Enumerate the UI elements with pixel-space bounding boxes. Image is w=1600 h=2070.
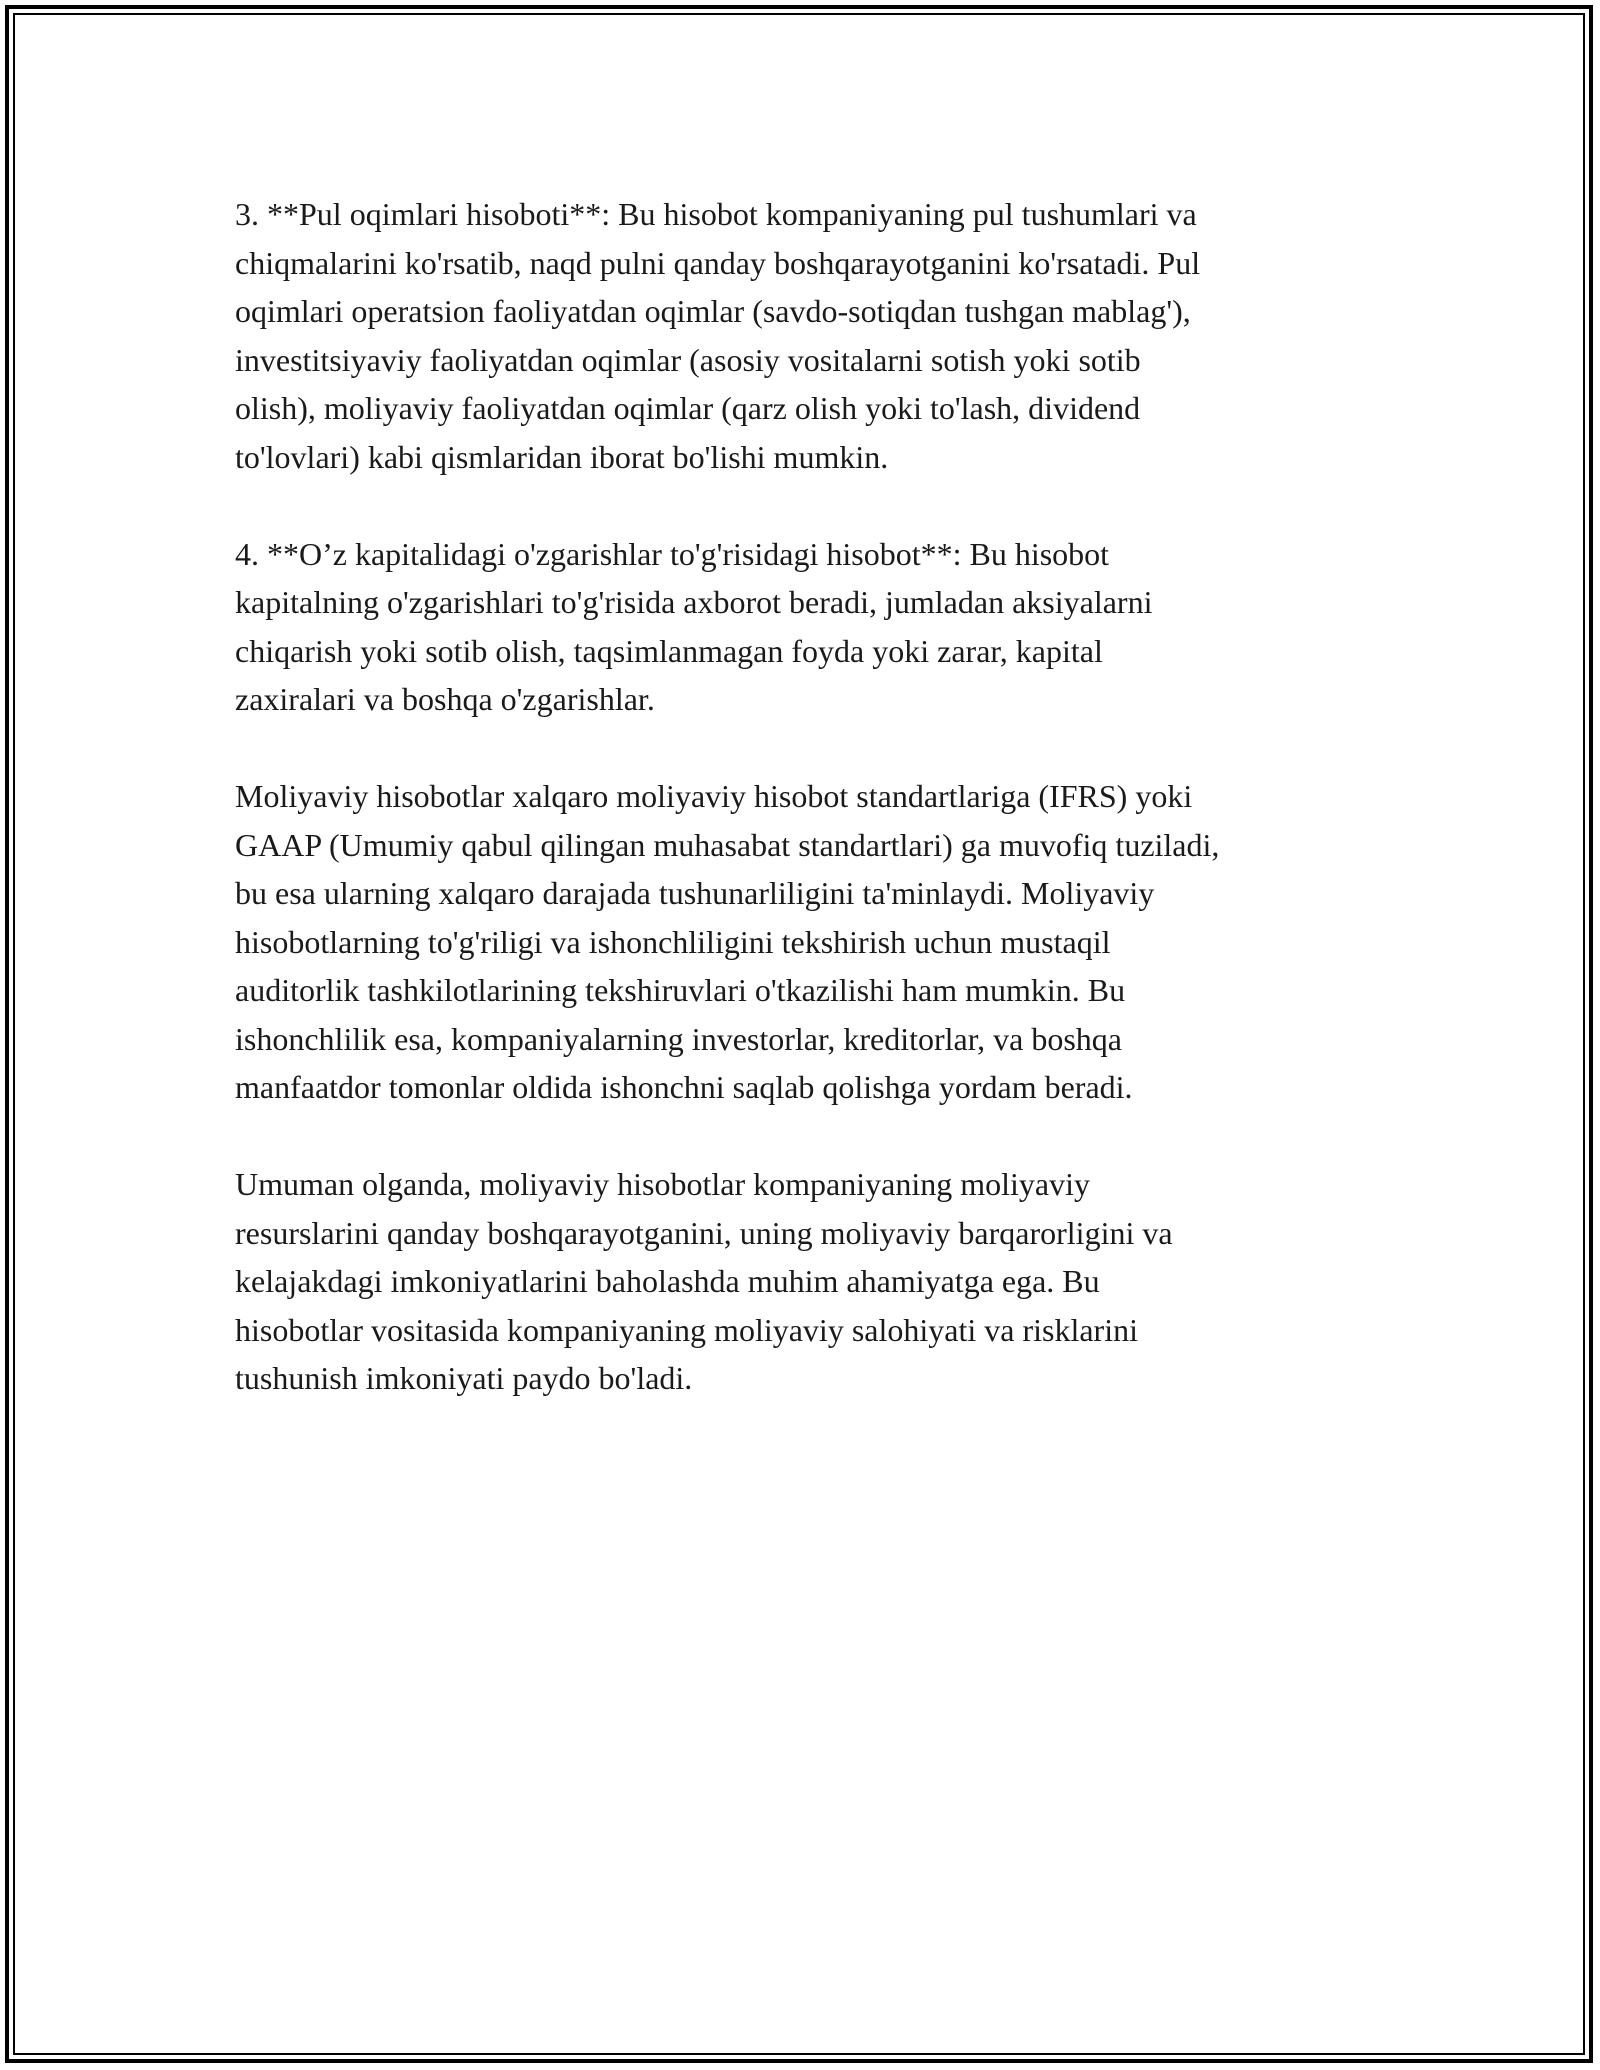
paragraph-equity-changes-statement: 4. **O’z kapitalidagi o'zgarishlar to'g'risidagi hisobot**: Bu hisobot kapitalning o'zgarishlari to'g'risida axborot beradi, jumladan aksiyalarni chiqarish yoki sotib olish, taqsimlanmagan foyda yoki zarar, kapital zaxiralari va boshqa o'zgarishlar.: [235, 535, 1153, 717]
paragraph-conclusion: Umuman olganda, moliyaviy hisobotlar kompaniyaning moliyaviy resurslarini qanday boshqarayotganini, uning moliyaviy barqarorligini va kelajakdagi imkoniyatlarini baholashda muhim ahamiyatga ega. Bu hisobotlar vositasida kompaniyaning moliyaviy salohiyati va risklarini tushunish imkoniyati paydo bo'ladi.: [235, 1166, 1173, 1396]
paragraph-cash-flow-statement: 3. **Pul oqimlari hisoboti**: Bu hisobot kompaniyaning pul tushumlari va chiqmalarini ko'rsatib, naqd pulni qanday boshqarayotganini ko'rsatadi. Pul oqimlari operatsion faoliyatdan oqimlar (savdo-sotiqdan tushgan mablag'), investitsiyaviy faoliyatdan oqimlar (asosiy vositalarni sotish yoki sotib olish), moliyaviy faoliyatdan oqimlar (qarz olish yoki to'lash, dividend to'lovlari) kabi qismlaridan iborat bo'lishi mumkin.: [235, 196, 1201, 475]
paragraph-standards: Moliyaviy hisobotlar xalqaro moliyaviy hisobot standartlariga (IFRS) yoki GAAP (Umumiy qabul qilingan muhasabat standartlari) ga muvofiq tuziladi, bu esa ularning xalqaro darajada tushunarliligini ta'minlaydi. Moliyaviy hisobotlarning to'g'riligi va ishonchliligini tekshirish uchun mustaqil auditorlik tashkilotlarining tekshiruvlari o'tkazilishi ham mumkin. Bu ishonchlilik esa, kompaniyalarning investorlar, kreditorlar, va boshqa manfaatdor tomonlar oldida ishonchni saqlab qolishga yordam beradi.: [235, 778, 1220, 1105]
document-body: [235, 190, 1385, 1451]
